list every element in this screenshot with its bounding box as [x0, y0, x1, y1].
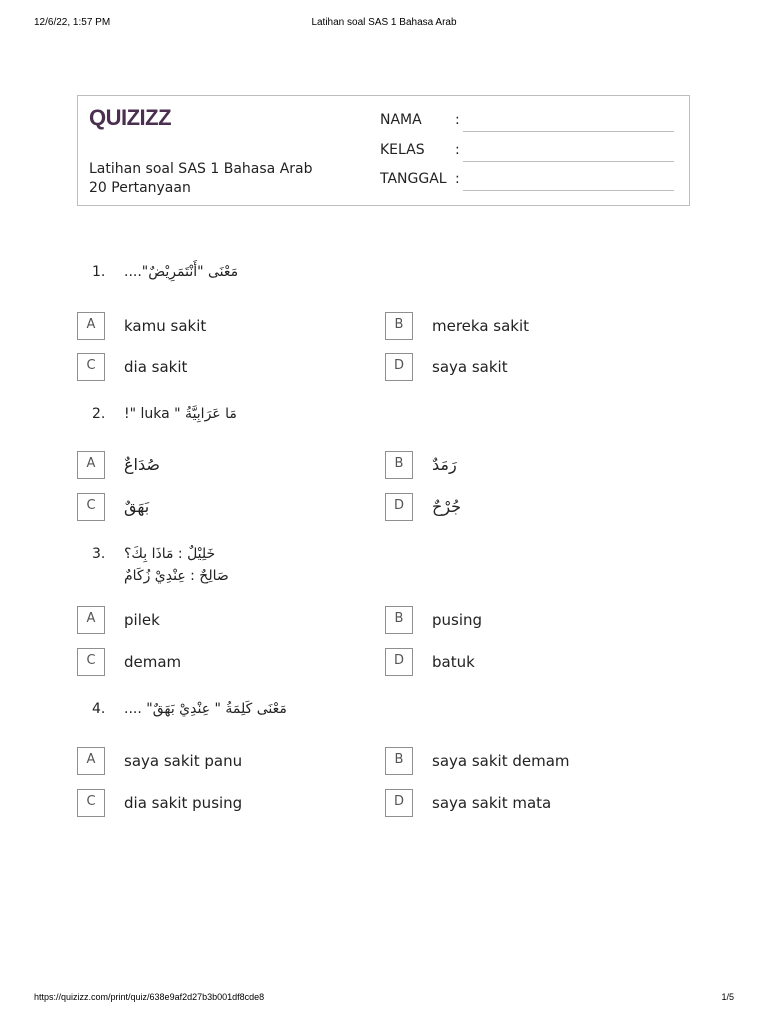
- print-footer: [0, 992, 768, 1006]
- option-letter: C: [77, 493, 105, 521]
- class-colon: :: [455, 142, 460, 158]
- option-letter: A: [77, 451, 105, 479]
- question-text: مَعْنَى كَلِمَةُ " عِنْدِيْ بَهَقٌ" ....: [124, 701, 287, 717]
- page-number: 1/5: [721, 992, 734, 1002]
- option-a[interactable]: [77, 747, 377, 777]
- name-line: [463, 131, 674, 132]
- option-value: بَهَقٌ: [124, 497, 150, 516]
- option-value: saya sakit panu: [124, 752, 243, 770]
- question-text: مَا عَرَابِيَّةُ " luka "!: [124, 406, 237, 422]
- option-letter: B: [385, 747, 413, 775]
- option-a[interactable]: [77, 606, 377, 636]
- print-url[interactable]: https://quizizz.com/print/quiz/638e9af2d27b3b001df8cde8: [34, 992, 265, 1002]
- class-label: KELAS: [380, 142, 425, 158]
- option-letter: B: [385, 606, 413, 634]
- name-label: NAMA: [380, 112, 422, 128]
- option-a[interactable]: [77, 451, 377, 481]
- class-line: [463, 161, 674, 162]
- option-value: demam: [124, 653, 182, 671]
- date-label: TANGGAL: [380, 171, 447, 187]
- print-doc-title: Latihan soal SAS 1 Bahasa Arab: [311, 17, 457, 28]
- question-count: 20 Pertanyaan: [89, 180, 191, 196]
- option-value: batuk: [432, 653, 475, 671]
- date-colon: :: [455, 171, 460, 187]
- question-number: 1.: [92, 264, 106, 280]
- option-value: رَمَدٌ: [432, 455, 457, 474]
- option-b[interactable]: [385, 747, 685, 777]
- option-d[interactable]: [385, 789, 685, 819]
- quiz-header-box: [77, 95, 690, 206]
- question-number: 3.: [92, 546, 106, 562]
- option-value: pilek: [124, 611, 160, 629]
- option-value: saya sakit mata: [432, 794, 552, 812]
- print-header: [0, 17, 768, 31]
- option-letter: D: [385, 648, 413, 676]
- option-c[interactable]: [77, 789, 377, 819]
- option-letter: A: [77, 312, 105, 340]
- option-value: جُرْحٌ: [432, 497, 462, 516]
- option-letter: A: [77, 606, 105, 634]
- option-c[interactable]: [77, 353, 377, 383]
- option-letter: D: [385, 789, 413, 817]
- quizizz-logo: QUIZIZZ: [89, 105, 172, 130]
- option-b[interactable]: [385, 312, 685, 342]
- print-datetime: 12/6/22, 1:57 PM: [34, 17, 111, 28]
- option-value: dia sakit: [124, 358, 188, 376]
- option-letter: D: [385, 493, 413, 521]
- option-b[interactable]: [385, 606, 685, 636]
- option-c[interactable]: [77, 493, 377, 523]
- option-letter: B: [385, 312, 413, 340]
- option-d[interactable]: [385, 493, 685, 523]
- option-b[interactable]: [385, 451, 685, 481]
- class-field: [380, 142, 682, 164]
- question-text-line-2: صَالِحٌ : عِنْدِيْ زُكَامٌ: [124, 568, 229, 584]
- quiz-title: Latihan soal SAS 1 Bahasa Arab: [89, 161, 313, 177]
- option-d[interactable]: [385, 353, 685, 383]
- option-letter: A: [77, 747, 105, 775]
- option-d[interactable]: [385, 648, 685, 678]
- question-text: مَعْنَى "أَنْتَمَرِيْضٌ"....: [124, 264, 239, 280]
- question-text: خَلِيْلٌ : مَاذَا بِكَ؟: [124, 546, 216, 562]
- option-letter: D: [385, 353, 413, 381]
- date-field: [380, 171, 682, 193]
- option-value: mereka sakit: [432, 317, 530, 335]
- option-a[interactable]: [77, 312, 377, 342]
- option-value: pusing: [432, 611, 483, 629]
- question-number: 4.: [92, 701, 106, 717]
- option-letter: C: [77, 789, 105, 817]
- option-value: saya sakit: [432, 358, 508, 376]
- name-colon: :: [455, 112, 460, 128]
- name-field: [380, 112, 682, 134]
- option-letter: C: [77, 353, 105, 381]
- option-value: صُدَاعٌ: [124, 455, 160, 474]
- option-letter: C: [77, 648, 105, 676]
- option-value: saya sakit demam: [432, 752, 570, 770]
- question-number: 2.: [92, 406, 106, 422]
- date-line: [463, 190, 674, 191]
- option-c[interactable]: [77, 648, 377, 678]
- option-letter: B: [385, 451, 413, 479]
- option-value: dia sakit pusing: [124, 794, 243, 812]
- option-value: kamu sakit: [124, 317, 207, 335]
